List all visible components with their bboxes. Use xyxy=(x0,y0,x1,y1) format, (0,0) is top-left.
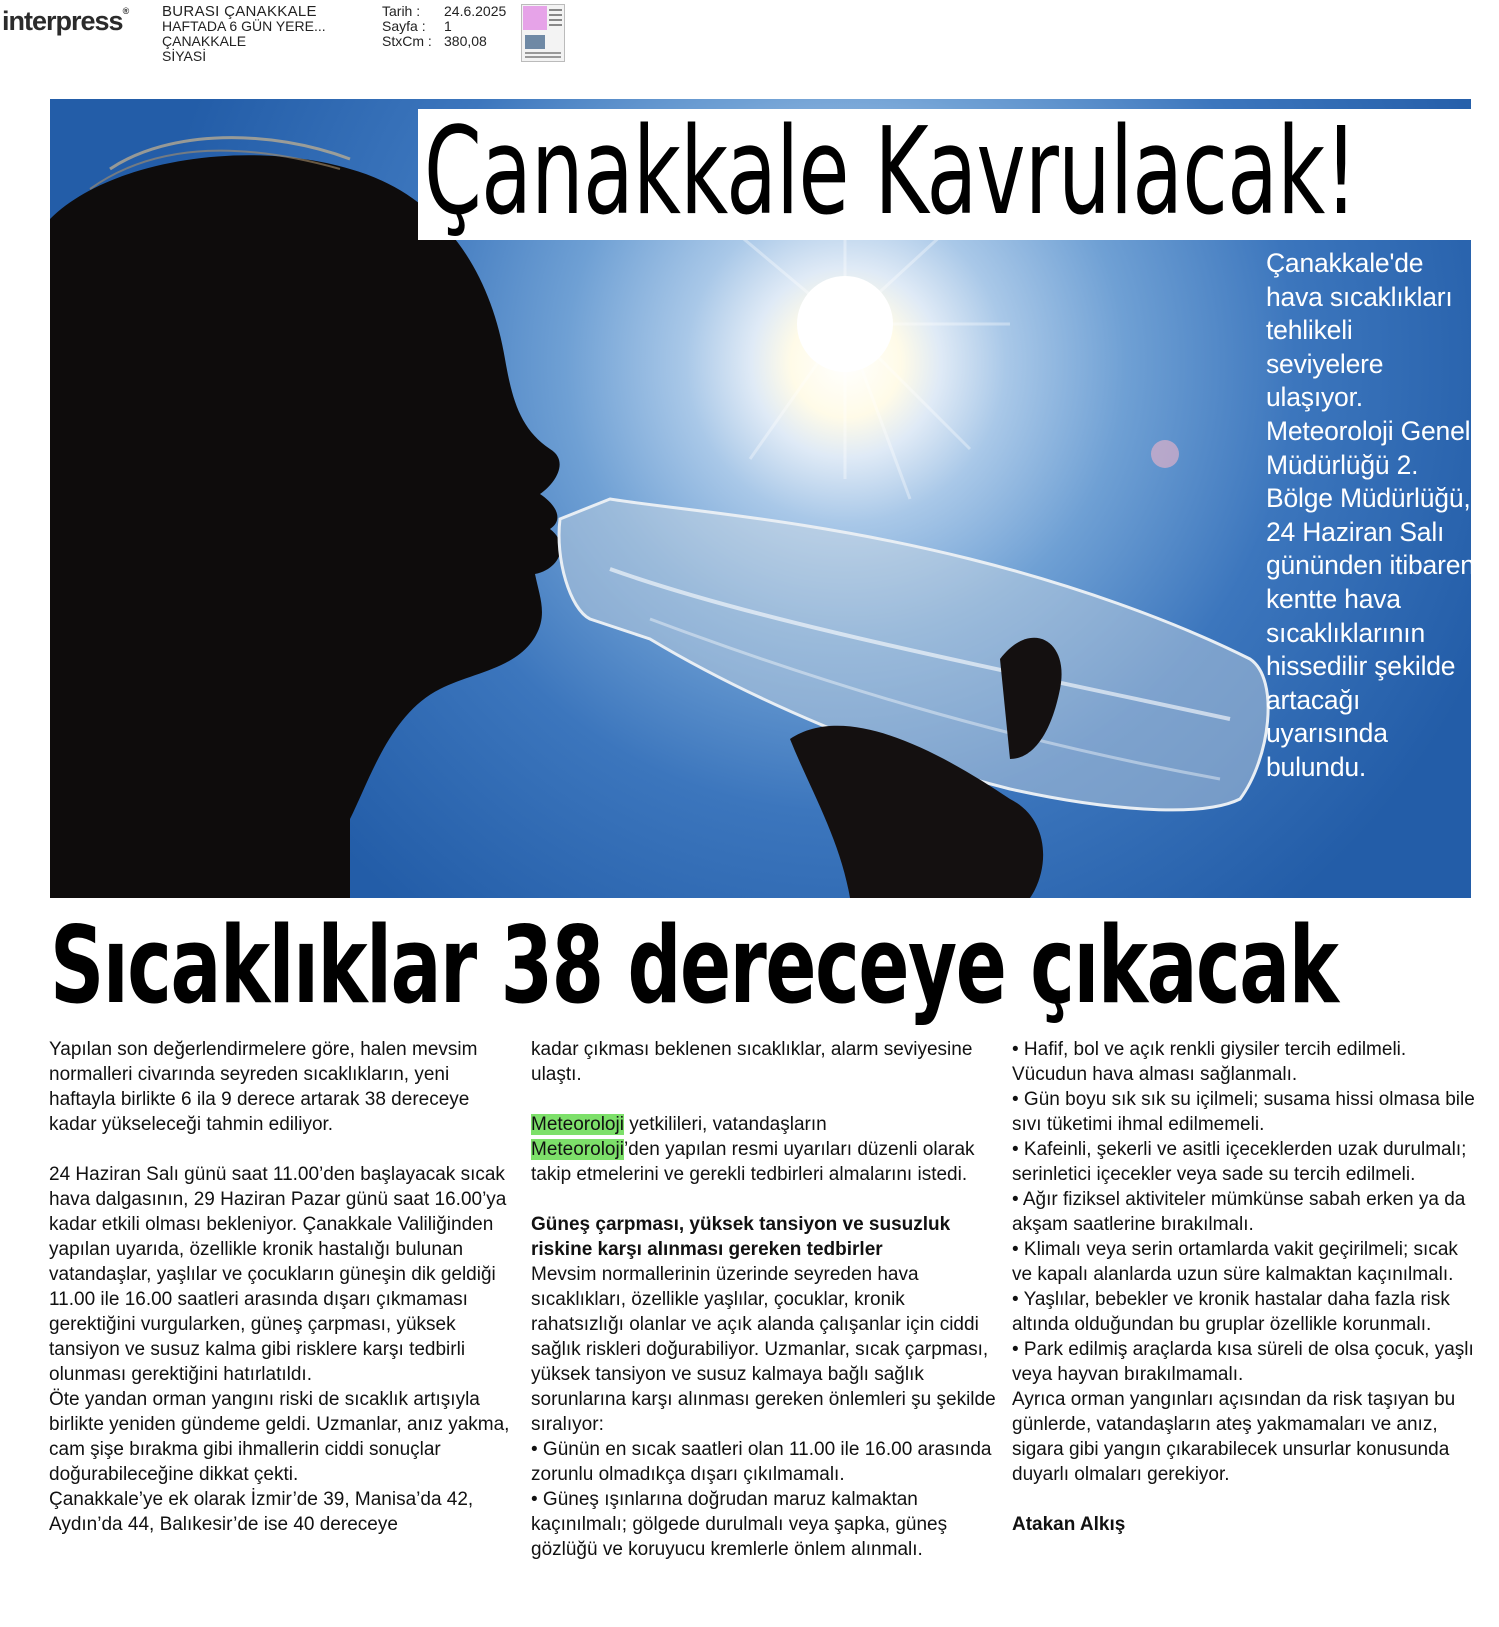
paragraph: Mevsim normallerinin üzerinde seyreden hava sıcaklıkları, özellikle yaşlılar, çocuklar, kronik rahatsızlığı olanlar ve açık alanda çalışanlar için ciddi sağlık riskleri doğurabiliyor. Uzmanlar, sıcak çarpması, yüksek tansiyon ve susuz kalmaya bağlı sağlık sorunlarına karşı alınması gereken önlemleri şu şekilde sıralıyor: xyxy=(531,1264,996,1435)
highlighted-keyword: Meteoroloji xyxy=(531,1139,624,1160)
article-column-2 xyxy=(531,1037,1001,1562)
bullet-item: • Hafif, bol ve açık renkli giysiler tercih edilmeli. Vücudun hava alması sağlanmalı. xyxy=(1012,1039,1407,1085)
bullet-item: • Yaşlılar, bebekler ve kronik hastalar daha fazla risk altında olduğundan bu gruplar özellikle korunmalı. xyxy=(1012,1289,1450,1335)
author-name: Atakan Alkış xyxy=(1012,1514,1126,1535)
subheading: Güneş çarpması, yüksek tansiyon ve susuzluk riskine karşı alınması gereken tedbirler xyxy=(531,1214,951,1260)
paragraph: Ayrıca orman yangınları açısından da risk taşıyan bu günlerde, vatandaşların ateş yakmamaları ve anız, sigara gibi yangın çıkarabilecek unsurlar konusunda duyarlı olmaları gerekiyor. xyxy=(1012,1389,1456,1485)
source-category: SİYASİ xyxy=(162,48,207,64)
highlighted-keyword: Meteoroloji xyxy=(531,1114,624,1135)
bullet-item: • Güneş ışınlarına doğrudan maruz kalmaktan kaçınılmalı; gölgede durulmalı veya şapka, güneş gözlüğü ve koruyucu kremlerle önlem alınmalı. xyxy=(531,1489,948,1560)
headline: Çanakkale Kavrulacak! xyxy=(424,103,1357,242)
meta-page: Sayfa : 1 xyxy=(382,18,452,34)
logo-text: interpress xyxy=(2,6,123,36)
source-info xyxy=(162,4,362,64)
bullet-item: • Günün en sıcak saatleri olan 11.00 ile 16.00 arasında zorunlu olmadıkça dışarı çıkılmamalı. xyxy=(531,1439,992,1485)
source-name: BURASI ÇANAKKALE xyxy=(162,3,317,20)
bullet-item: • Klimalı veya serin ortamlarda vakit geçirilmeli; sıcak ve kapalı alanlarda uzun süre kalmaktan kaçınılmalı. xyxy=(1012,1239,1458,1285)
lead-paragraph: Çanakkale'de hava sıcaklıkları tehlikeli seviyelere ulaşıyor. Meteoroloji Genel Müdürlüğü 2. Bölge Müdürlüğü, 24 Haziran Salı gününden itibaren kentte hava sıcaklıklarının hissedilir şekilde artacağı uyarısında bulundu. xyxy=(1266,248,1475,782)
paragraph: 24 Haziran Salı günü saat 11.00’den başlayacak sıcak hava dalgasının, 29 Haziran Pazar günü saat 16.00’ya kadar etkili olması bekleniyor. Çanakkale Valiliğinden yapılan uyarıda, özellikle kronik hastalığı bulunan vatandaşlar, yaşlılar ve çocukların güneşin dik geldiği 11.00 ile 16.00 saatleri arasında dışarı çıkmaması gerektiğini vurgularken, güneş çarpması, yüksek tansiyon ve susuz kalma gibi risklere karşı tedbirli olunması gerektiğini hatırlatıldı. xyxy=(49,1164,507,1385)
source-city: ÇANAKKALE xyxy=(162,33,247,49)
meta-date: Tarih : 24.6.2025 xyxy=(382,3,507,19)
clip-meta xyxy=(382,4,506,49)
meta-stxcm: StxCm : 380,08 xyxy=(382,33,487,49)
interpress-logo: interpress® xyxy=(2,6,129,36)
bullet-item: • Park edilmiş araçlarda kısa süreli de olsa çocuk, yaşlı veya hayvan bırakılmamalı. xyxy=(1012,1339,1474,1385)
article-column-1 xyxy=(49,1037,519,1537)
paragraph: kadar çıkması beklenen sıcaklıklar, alarm seviyesine ulaştı. xyxy=(531,1039,973,1085)
paragraph: Meteoroloji yetkilileri, vatandaşların Meteoroloji’den yapılan resmi uyarıları düzenli olarak takip etmelerini ve gerekli tedbirleri almalarını istedi. xyxy=(531,1114,975,1185)
article-column-3 xyxy=(1012,1037,1482,1537)
bullet-item: • Kafeinli, şekerli ve asitli içeceklerden uzak durulmalı; serinletici içecekler veya sade su tercih edilmeli. xyxy=(1012,1139,1467,1185)
bullet-item: • Gün boyu sık sık su içilmeli; susama hissi olmasa bile sıvı tüketimi ihmal edilmemeli. xyxy=(1012,1089,1475,1135)
paragraph: Çanakkale’ye ek olarak İzmir’de 39, Manisa’da 42, Aydın’da 44, Balıkesir’de ise 40 dereceye xyxy=(49,1489,474,1535)
source-headline: HAFTADA 6 GÜN YERE... xyxy=(162,18,326,34)
paragraph: Öte yandan orman yangını riski de sıcaklık artışıyla birlikte yeniden gündeme geldi. Uzmanlar, anız yakma, cam şişe bırakma gibi ihmallerin ciddi sonuçlar doğurabileceğine dikkat çekti. xyxy=(49,1389,510,1485)
page-thumbnail-icon[interactable] xyxy=(521,4,565,62)
paragraph: Yapılan son değerlendirmelere göre, halen mevsim normalleri civarında seyreden sıcaklıkların, yeni haftayla birlikte 6 ila 9 derece artarak 38 dereceye kadar yükseleceği tahmin ediliyor. xyxy=(49,1039,478,1135)
article-title: Sıcaklıklar 38 dereceye çıkacak xyxy=(50,904,1338,1027)
bullet-item: • Ağır fiziksel aktiviteler mümkünse sabah erken ya da akşam saatlerine bırakılmalı. xyxy=(1012,1189,1466,1235)
